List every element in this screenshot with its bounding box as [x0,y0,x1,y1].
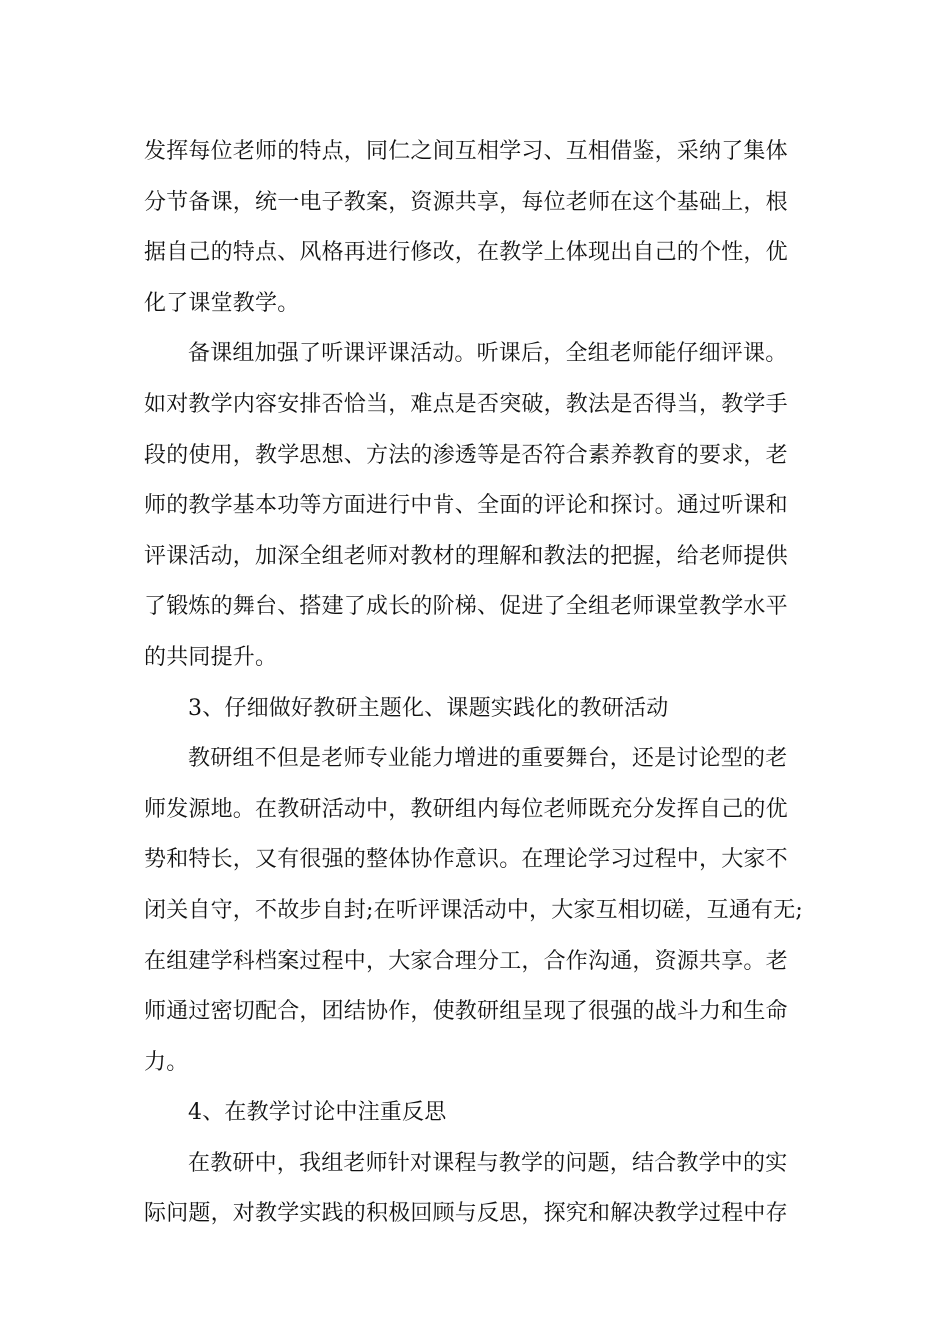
text-line: 在组建学科档案过程中，大家合理分工，合作沟通，资源共享。老 [144,948,788,974]
text-line: 际问题，对教学实践的积极回顾与反思，探究和解决教学过程中存 [144,1201,788,1227]
section-heading: 4、在教学讨论中注重反思 [188,1100,447,1126]
section-heading: 3、仔细做好教研主题化、课题实践化的教研活动 [188,695,669,721]
text-line: 分节备课，统一电子教案，资源共享，每位老师在这个基础上，根 [144,189,788,215]
text-line: 闭关自守，不故步自封;在听评课活动中，大家互相切磋，互通有无; [144,897,804,923]
paragraph-start-line: 在教研中，我组老师针对课程与教学的问题，结合教学中的实 [188,1150,788,1176]
text-line: 化了课堂教学。 [144,290,300,316]
text-line: 如对教学内容安排否恰当，难点是否突破，教法是否得当，教学手 [144,391,788,417]
text-line: 师通过密切配合，团结协作，使教研组呈现了很强的战斗力和生命 [144,999,788,1025]
text-line: 师发源地。在教研活动中，教研组内每位老师既充分发挥自己的优 [144,796,788,822]
text-line: 发挥每位老师的特点，同仁之间互相学习、互相借鉴，采纳了集体 [144,139,788,164]
paragraph-start-line: 备课组加强了听课评课活动。听课后，全组老师能仔细评课。 [188,341,788,367]
document-body [144,127,808,1240]
text-line: 力。 [144,1049,189,1075]
text-line: 师的教学基本功等方面进行中肯、全面的评论和探讨。通过听课和 [144,493,788,519]
text-line: 了锻炼的舞台、搭建了成长的阶梯、促进了全组老师课堂教学水平 [144,594,788,620]
text-line: 的共同提升。 [144,644,278,670]
text-line: 据自己的特点、风格再进行修改，在教学上体现出自己的个性，优 [144,240,788,266]
text-line: 段的使用，教学思想、方法的渗透等是否符合素养教育的要求，老 [144,442,788,468]
paragraph-start-line: 教研组不但是老师专业能力增进的重要舞台，还是讨论型的老 [188,746,788,772]
text-line: 势和特长，又有很强的整体协作意识。在理论学习过程中，大家不 [144,847,788,873]
text-line: 评课活动，加深全组老师对教材的理解和教法的把握，给老师提供 [144,543,788,569]
